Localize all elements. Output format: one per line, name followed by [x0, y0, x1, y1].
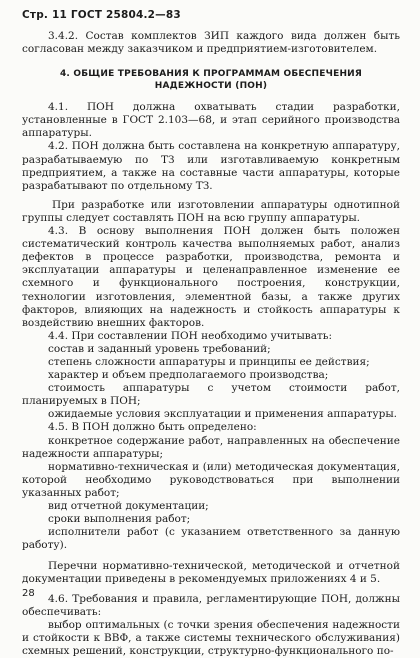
list-item: сроки выполнения работ; [48, 513, 191, 526]
section-title [22, 68, 400, 92]
list-item: характер и объем предполагаемого производства; [48, 369, 329, 382]
paragraph-4-6: 4.6. Требования и правила, регламентирующие ПОН, должны обеспечивать: [22, 592, 400, 618]
list-item: ожидаемые условия эксплуатации и применения аппаратуры. [48, 408, 398, 421]
paragraph-4-4: 4.4. При составлении ПОН необходимо учитывать: [48, 329, 333, 342]
paragraph-3-4-2: 3.4.2. Состав комплектов ЗИП каждого вида должен быть согласован между заказчиком и предприятием-изготовителем. [22, 30, 400, 56]
list-item: нормативно-техническая и (или) методическая документация, которой необходимо руководствоваться при выполнении указанных работ; [22, 460, 400, 499]
list-item: степень сложности аппаратуры и принципы ее действия; [48, 355, 370, 368]
paragraph-4-1: 4.1. ПОН должна охватывать стадии разработки, установленные в ГОСТ 2.103—68, и этап серийного производства аппаратуры. [22, 101, 400, 140]
paragraph-appendix-note: Перечни нормативно-технической, методической и отчетной документации приведены в рекомендуемых приложениях 4 и 5. [22, 560, 400, 586]
section-title-line-1: 4. ОБЩИЕ ТРЕБОВАНИЯ К ПРОГРАММАМ ОБЕСПЕЧЕНИЯ [59, 69, 363, 80]
document-body [22, 30, 400, 658]
paragraph-4-5: 4.5. В ПОН должно быть определено: [48, 421, 257, 434]
list-item: выбор оптимальных (с точки зрения обеспечения надежности и стойкости к ВВФ, а также системы технического обслуживания) схемных решений, конструкции, структурно-функционального по- [22, 618, 400, 657]
paragraph-4-2-group: При разработке или изготовлении аппаратуры однотипной группы следует составлять ПОН на всю группу аппаратуры. [22, 198, 400, 224]
paragraph-4-3: 4.3. В основу выполнения ПОН должен быть положен систематический контроль качества выполняемых работ, анализ дефектов в процессе разработки, производства, ремонта и эксплуатации аппаратуры и целенаправленное изменение ее схемного и функционального построения, конструкции, технологии изготовления, элементной базы, а также других факторов, влияющих на надежность и стойкость аппаратуры к воздействию внешних факторов. [22, 225, 400, 329]
section-title-line-2: НАДЕЖНОСТИ (ПОН) [154, 81, 268, 92]
page-number: 28 [22, 588, 35, 599]
paragraph-4-2: 4.2. ПОН должна быть составлена на конкретную аппаратуру, разрабатываемую по ТЗ или изготавливаемую конкретным предприятием, а также на составные части аппаратуры, которые разрабатывают по отдельному ТЗ. [22, 140, 400, 192]
list-item: вид отчетной документации; [48, 500, 209, 512]
page-header: Стр. 11 ГОСТ 25804.2—83 [22, 9, 181, 21]
list-item: стоимость аппаратуры с учетом стоимости работ, планируемых в ПОН; [22, 382, 400, 408]
list-item: исполнители работ (с указанием ответственного за данную работу). [22, 526, 400, 552]
list-item: состав и заданный уровень требований; [48, 342, 271, 355]
list-item: конкретное содержание работ, направленных на обеспечение надежности аппаратуры; [22, 434, 400, 460]
